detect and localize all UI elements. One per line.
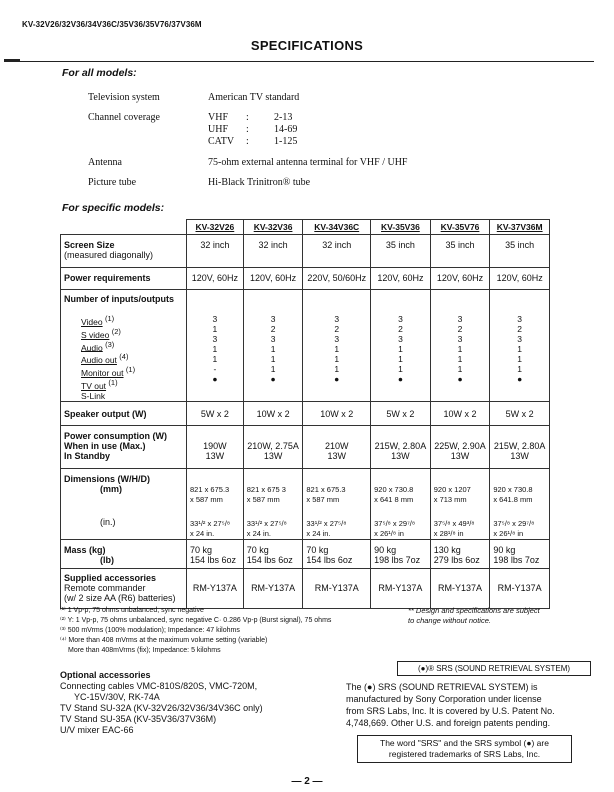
table-cell: 821 x 675.3 (190, 484, 230, 494)
table-cell: 821 x 675.3 (306, 484, 346, 494)
model-header: KV-32V26/32V36/34V36C/35V36/35V76/37V36M (22, 20, 202, 29)
band-range: 2-13 (274, 112, 293, 123)
row-label: When in use (Max.) (64, 440, 146, 451)
model-header-cell: KV-32V26 (187, 220, 244, 235)
channel-coverage-values (208, 112, 297, 148)
table-cell: 32 inch (187, 235, 244, 268)
s-link-dot: ● (270, 374, 276, 384)
table-cell: 2 (398, 324, 403, 334)
table-cell: x 587 mm (246, 494, 280, 504)
row-label: Number of inputs/outputs (64, 294, 174, 304)
table-cell: 1 (270, 344, 276, 354)
power-cell (243, 425, 303, 468)
dim-cell (187, 468, 244, 539)
table-row (61, 468, 550, 539)
table-row (61, 268, 550, 290)
tv-system-label: Television system (88, 92, 160, 103)
mass-label-cell (61, 539, 187, 568)
table-cell: 220V, 50/60Hz (303, 268, 371, 290)
table-cell: 33¹/² x 27⁵/⁸ (306, 518, 347, 528)
optional-item: U/V mixer EAC-66 (60, 725, 134, 735)
io-column (371, 290, 431, 402)
table-cell: 5W x 2 (187, 401, 244, 425)
table-cell: 10W x 2 (243, 401, 303, 425)
dim-cell (371, 468, 431, 539)
table-cell: 120V, 60Hz (187, 268, 244, 290)
mass-cell (371, 539, 431, 568)
row-label: Power consumption (W) (64, 430, 167, 441)
table-cell: 1 (398, 344, 403, 354)
table-cell: 190W (203, 440, 227, 451)
table-cell: 70 kg (246, 544, 269, 555)
io-column (187, 290, 244, 402)
table-cell: 70 kg (306, 544, 329, 555)
table-cell: 1 (212, 344, 218, 354)
dim-cell (303, 468, 371, 539)
table-cell: 120V, 60Hz (371, 268, 431, 290)
table-cell: 210W (324, 440, 349, 451)
table-cell: 1 (457, 344, 463, 354)
table-cell: 154 lbs 6oz (306, 554, 353, 565)
design-note-line: ** Design and specifications are subject (408, 606, 540, 615)
table-row (61, 401, 550, 425)
power-cell (187, 425, 244, 468)
model-header-cell: KV-37V36M (490, 220, 550, 235)
table-header-row (61, 220, 550, 235)
table-cell: 1 (334, 344, 340, 354)
band-range: 14-69 (274, 124, 298, 135)
srs-line: 4,748,669. Other U.S. and foreign patents pending. (346, 718, 551, 728)
optional-item: TV Stand SU-32A (KV-32V26/32V36/34V36C only) (60, 703, 263, 713)
footnote: ⁽¹⁾ 1 Vp-p, 75 ohms unbalanced, sync negative (60, 607, 204, 614)
row-label: Screen Size (64, 240, 115, 250)
io-name: S-Link (81, 390, 106, 401)
io-note: (2) (111, 326, 121, 336)
optional-accessories (60, 670, 330, 736)
table-cell: 1 (212, 354, 218, 364)
footnote: ⁽³⁾ 500 mVrms (100% modulation); Impedance: 47 kilohms (60, 627, 240, 634)
table-cell: x 24 in. (246, 528, 271, 538)
band-label: VHF (208, 112, 229, 123)
io-note: (1) (104, 314, 115, 323)
dimensions-label-cell (61, 468, 187, 539)
table-cell: 37⁵/⁸ x 29⁷/⁸ (493, 518, 535, 528)
screen-size-label-cell (61, 235, 187, 268)
row-label: (in.) (100, 516, 116, 527)
table-cell: 3 (398, 314, 403, 324)
io-label (81, 365, 186, 378)
table-cell: x 26¹/⁸ in (374, 528, 404, 538)
table-cell: 3 (334, 334, 340, 344)
optional-item: TV Stand SU-35A (KV-35V36/37V36M) (60, 714, 217, 724)
s-link-dot: ● (457, 374, 463, 384)
table-cell: 1 (212, 324, 218, 334)
power-cell (430, 425, 490, 468)
table-row (61, 290, 550, 402)
channel-coverage-label: Channel coverage (88, 112, 160, 123)
io-name: TV out (81, 380, 107, 391)
table-cell: RM-Y137A (371, 568, 431, 608)
row-label: Mass (kg) (64, 544, 106, 555)
table-cell: 920 x 1207 (433, 484, 471, 494)
footnotes (60, 606, 410, 656)
table-cell: 90 kg (493, 544, 516, 555)
trademark-line: registered trademarks of SRS Labs, Inc. (388, 749, 541, 759)
power-consumption-label-cell (61, 425, 187, 468)
table-cell: 13W (450, 450, 470, 461)
table-cell: 279 lbs 6oz (433, 554, 480, 565)
table-cell: 120V, 60Hz (490, 268, 550, 290)
table-cell: 37⁵/⁸ x 29⁷/⁸ (374, 518, 416, 528)
table-cell: 90 kg (374, 544, 397, 555)
table-cell: 37⁵/⁸ x 49³/⁸ (433, 518, 475, 528)
table-cell: 130 kg (433, 544, 461, 555)
table-cell: 32 inch (303, 235, 371, 268)
table-cell: 1 (270, 364, 276, 374)
io-label (81, 391, 186, 401)
mass-cell (430, 539, 490, 568)
s-link-dot: ● (517, 374, 523, 384)
band-range: 1-125 (274, 136, 298, 147)
io-note: (4) (119, 352, 129, 362)
io-column (490, 290, 550, 402)
power-cell (490, 425, 550, 468)
table-cell: 210W, 2.75A (247, 440, 299, 451)
table-cell: 1 (517, 364, 523, 374)
table-cell: 3 (517, 314, 523, 324)
io-column (243, 290, 303, 402)
io-name: Video (81, 316, 103, 327)
table-cell: 2 (270, 324, 276, 334)
table-cell: 3 (270, 314, 276, 324)
table-cell: 920 x 730.8 (374, 484, 414, 494)
table-cell: 1 (398, 354, 403, 364)
row-label: (mm) (100, 483, 122, 494)
row-label: In Standby (64, 450, 111, 461)
table-cell: RM-Y137A (187, 568, 244, 608)
dim-cell (243, 468, 303, 539)
table-cell: 2 (334, 324, 340, 334)
table-cell: 154 lbs 6oz (246, 554, 293, 565)
table-cell: RM-Y137A (243, 568, 303, 608)
table-cell: 1 (270, 354, 276, 364)
table-cell: - (213, 364, 217, 374)
table-cell: 1 (457, 354, 463, 364)
table-cell: 10W x 2 (303, 401, 371, 425)
table-cell: 3 (270, 334, 276, 344)
srs-body (346, 681, 596, 729)
table-cell: 10W x 2 (430, 401, 490, 425)
table-cell: x 587 mm (306, 494, 340, 504)
io-label (81, 327, 186, 340)
io-note: (1) (108, 378, 118, 388)
table-cell: 33¹/² x 27⁵/⁸ (246, 518, 287, 528)
table-cell: 5W x 2 (490, 401, 550, 425)
table-cell: 35 inch (490, 235, 550, 268)
mass-cell (303, 539, 371, 568)
table-cell: x 641 8 mm (374, 494, 414, 504)
tv-system-value: American TV standard (208, 92, 300, 103)
table-cell: 1 (334, 354, 340, 364)
srs-line: The (●) SRS (SOUND RETRIEVAL SYSTEM) is (346, 682, 538, 692)
table-cell: 2 (457, 324, 463, 334)
page-number: — 2 — (291, 776, 323, 787)
table-cell: 3 (517, 334, 523, 344)
optional-item: YC-15V/30V, RK-74A (74, 692, 160, 702)
table-row (61, 425, 550, 468)
dim-cell (430, 468, 490, 539)
band-sep: : (246, 136, 249, 147)
srs-title-box: (●)® SRS (SOUND RETRIEVAL SYSTEM) (397, 661, 591, 676)
io-column (303, 290, 371, 402)
band-label: UHF (208, 124, 229, 135)
all-models-heading: For all models: (62, 67, 137, 79)
s-link-dot: ● (334, 374, 340, 384)
table-cell: 35 inch (430, 235, 490, 268)
table-cell: 13W (391, 450, 410, 461)
band-label: CATV (208, 136, 235, 147)
table-cell: x 24 in. (306, 528, 331, 538)
design-note (408, 606, 588, 626)
srs-line: manufactured by Sony Corporation under license (346, 694, 542, 704)
row-label: Remote commander (64, 582, 146, 593)
table-cell: 3 (334, 314, 340, 324)
table-cell: 215W, 2.80A (374, 440, 427, 451)
table-cell: 1 (517, 354, 523, 364)
table-cell: 13W (327, 450, 346, 461)
table-cell: x 26¹/⁸ in (493, 528, 524, 538)
table-cell: 1 (334, 364, 340, 374)
io-name: S video (81, 329, 110, 340)
row-label: (w/ 2 size AA (R6) batteries) (64, 592, 176, 603)
mass-cell (243, 539, 303, 568)
table-cell: 120V, 60Hz (243, 268, 303, 290)
io-label (81, 378, 186, 391)
table-cell: 3 (457, 314, 463, 324)
model-header-cell: KV-35V36 (371, 220, 431, 235)
table-cell: x 28¹/⁸ in (433, 528, 464, 538)
specs-table (60, 219, 550, 609)
band-sep: : (246, 124, 249, 135)
mass-cell (187, 539, 244, 568)
row-label: Speaker output (W) (61, 401, 187, 425)
power-cell (371, 425, 431, 468)
title-rule (4, 61, 594, 62)
table-row (61, 235, 550, 268)
page-title: SPECIFICATIONS (250, 38, 364, 53)
mass-cell (490, 539, 550, 568)
io-note: (3) (105, 339, 115, 349)
table-cell: 13W (263, 450, 283, 461)
table-cell: 1 (517, 344, 523, 354)
row-label: Power requirements (61, 268, 187, 290)
table-cell: 32 inch (243, 235, 303, 268)
table-cell: 198 lbs 7oz (374, 554, 421, 565)
band-sep: : (246, 112, 249, 123)
table-row (61, 568, 550, 608)
design-note-line: to change without notice. (408, 616, 491, 625)
table-cell: 198 lbs 7oz (493, 554, 540, 565)
io-name: Audio (81, 342, 103, 353)
srs-trademark-box (357, 735, 572, 763)
io-label-cell (61, 290, 187, 402)
table-cell: 1 (398, 364, 403, 374)
accessories-label-cell (61, 568, 187, 608)
table-cell: x 24 in. (190, 528, 215, 538)
io-column (430, 290, 490, 402)
table-cell: x 641.8 mm (493, 494, 533, 504)
table-cell: 3 (398, 334, 403, 344)
table-cell: RM-Y137A (430, 568, 490, 608)
table-cell: 215W, 2.80A (493, 440, 546, 451)
io-label (81, 314, 186, 327)
table-cell: 35 inch (371, 235, 431, 268)
table-cell: RM-Y137A (490, 568, 550, 608)
footnote: ⁽²⁾ Y: 1 Vp-p, 75 ohms unbalanced, sync negative C· 0.286 Vp-p (Burst signal), 75 ohms (60, 617, 332, 624)
footnote: ⁽⁴⁾ More than 408 mVrms at the maximum volume setting (variable) (60, 637, 268, 644)
io-label (81, 340, 186, 353)
table-cell: 3 (212, 314, 218, 324)
table-cell: 225W, 2.90A (434, 440, 486, 451)
row-sublabel: (measured diagonally) (64, 250, 154, 260)
io-note: (1) (125, 365, 136, 375)
table-cell: 154 lbs 6oz (190, 554, 237, 565)
optional-item: Connecting cables VMC-810S/820S, VMC-720M, (60, 681, 258, 691)
trademark-line: The word "SRS" and the SRS symbol (●) are (380, 738, 549, 748)
io-label (81, 352, 186, 365)
power-cell (303, 425, 371, 468)
table-cell: x 587 mm (190, 494, 223, 504)
header-blank (61, 220, 187, 235)
srs-line: from SRS Labs, Inc. It is covered by U.S. Patent No. (346, 706, 555, 716)
s-link-dot: ● (212, 374, 218, 384)
table-cell: 920 x 730.8 (493, 484, 533, 494)
optional-heading: Optional accessories (60, 670, 151, 680)
table-cell: 3 (212, 334, 218, 344)
table-cell: 821 x 675 3 (246, 484, 286, 494)
table-cell: 5W x 2 (371, 401, 431, 425)
table-cell: x 713 mm (433, 494, 467, 504)
table-cell: 70 kg (190, 544, 213, 555)
picture-tube-value: Hi-Black Trinitron® tube (208, 177, 311, 188)
row-label: (lb) (100, 554, 114, 565)
row-label: Dimensions (W/H/D) (64, 473, 151, 484)
table-cell: 120V, 60Hz (430, 268, 490, 290)
model-header-cell: KV-32V36 (243, 220, 303, 235)
table-cell: 13W (205, 450, 225, 461)
antenna-value: 75-ohm external antenna terminal for VHF / UHF (208, 157, 408, 168)
io-name: Monitor out (81, 368, 124, 379)
footnote: More than 408mVrms (fix); Impedance: 5 kilohms (68, 647, 221, 654)
model-header-cell: KV-34V36C (303, 220, 371, 235)
antenna-label: Antenna (88, 157, 122, 168)
s-link-dot: ● (397, 374, 403, 384)
table-cell: RM-Y137A (303, 568, 371, 608)
table-cell: 3 (457, 334, 463, 344)
dim-cell (490, 468, 550, 539)
row-label: Supplied accessories (64, 572, 157, 583)
table-row (61, 539, 550, 568)
table-cell: 1 (457, 364, 463, 374)
io-name: Audio out (81, 355, 117, 366)
table-cell: 13W (510, 450, 529, 461)
model-header-cell: KV-35V76 (430, 220, 490, 235)
picture-tube-label: Picture tube (88, 177, 137, 188)
specific-models-heading: For specific models: (62, 202, 165, 214)
table-cell: 33¹/² x 27⁵/⁸ (190, 518, 231, 528)
table-cell: 2 (517, 324, 523, 334)
